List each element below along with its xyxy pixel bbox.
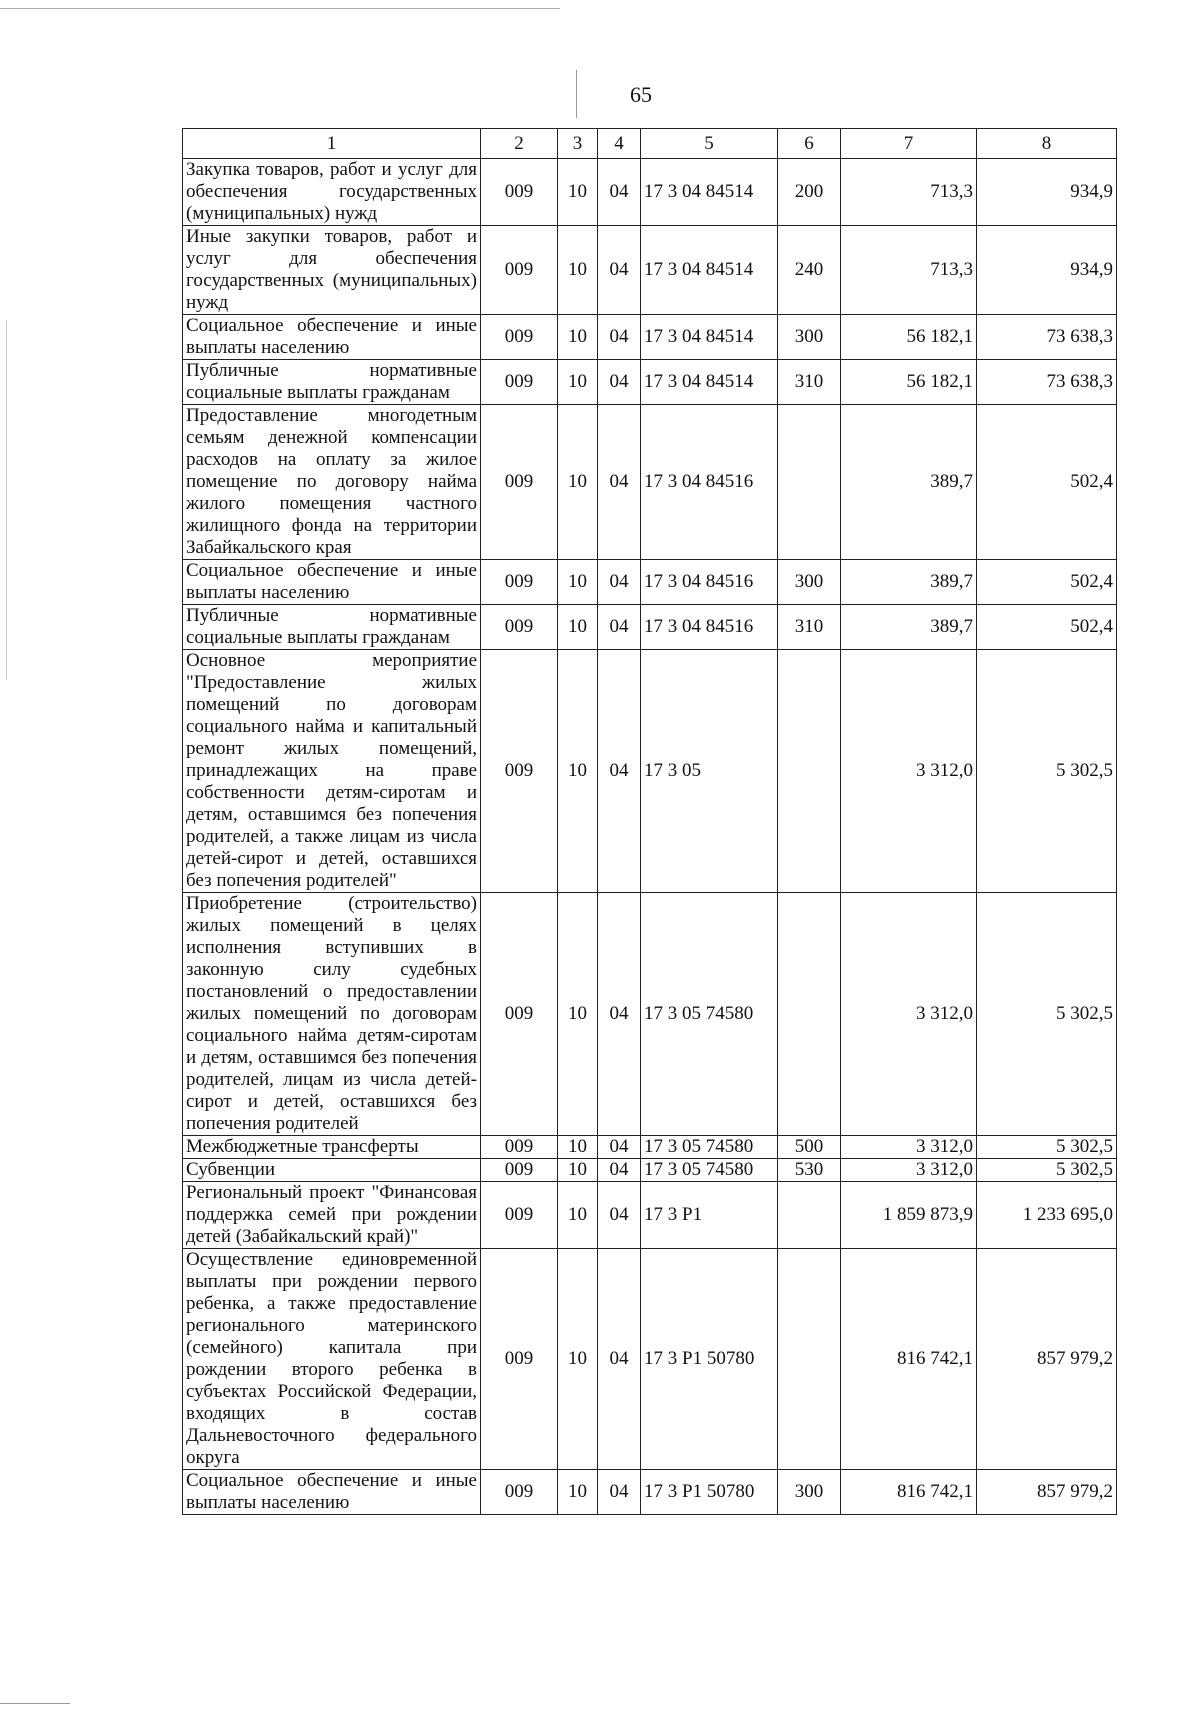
row-expense-type: 310 <box>778 360 841 405</box>
row-amount-col8: 73 638,3 <box>977 360 1117 405</box>
row-target-article: 17 3 04 84516 <box>641 605 778 650</box>
row-amount-col8: 502,4 <box>977 405 1117 560</box>
row-amount-col8: 5 302,5 <box>977 1159 1117 1182</box>
row-section: 10 <box>558 226 598 315</box>
row-name: Социальное обеспечение и иные выплаты населению <box>183 560 481 605</box>
row-expense-type <box>778 893 841 1136</box>
row-expense-type <box>778 1182 841 1249</box>
row-subsection: 04 <box>598 405 641 560</box>
row-subsection: 04 <box>598 1249 641 1470</box>
table-row <box>183 1159 1117 1182</box>
column-header-3: 3 <box>558 129 598 159</box>
row-amount-col7: 389,7 <box>841 560 977 605</box>
row-ministry-code: 009 <box>481 226 558 315</box>
table-row <box>183 315 1117 360</box>
row-target-article: 17 3 04 84516 <box>641 560 778 605</box>
row-name: Публичные нормативные социальные выплаты гражданам <box>183 605 481 650</box>
row-name: Межбюджетные трансферты <box>183 1136 481 1159</box>
row-amount-col8: 857 979,2 <box>977 1470 1117 1515</box>
row-name: Публичные нормативные социальные выплаты гражданам <box>183 360 481 405</box>
row-amount-col7: 389,7 <box>841 605 977 650</box>
row-subsection: 04 <box>598 893 641 1136</box>
row-ministry-code: 009 <box>481 1182 558 1249</box>
row-name: Приобретение (строительство) жилых помещений в целях исполнения вступивших в законную силу судебных постановлений о предоставлении жилых помещений по договорам социального найма детям-сиротам и детям, оставшимся без попечения родителей, лицам из числа детей-сирот и детей, оставшихся без попечения родителей <box>183 893 481 1136</box>
column-header-5: 5 <box>641 129 778 159</box>
column-header-8: 8 <box>977 129 1117 159</box>
row-amount-col7: 3 312,0 <box>841 1136 977 1159</box>
row-name: Иные закупки товаров, работ и услуг для обеспечения государственных (муниципальных) нужд <box>183 226 481 315</box>
row-subsection: 04 <box>598 360 641 405</box>
row-subsection: 04 <box>598 1470 641 1515</box>
table-row <box>183 605 1117 650</box>
row-expense-type: 200 <box>778 159 841 226</box>
row-amount-col8: 857 979,2 <box>977 1249 1117 1470</box>
row-ministry-code: 009 <box>481 1249 558 1470</box>
row-expense-type: 300 <box>778 560 841 605</box>
row-subsection: 04 <box>598 650 641 893</box>
row-section: 10 <box>558 405 598 560</box>
row-target-article: 17 3 P1 50780 <box>641 1470 778 1515</box>
row-name: Закупка товаров, работ и услуг для обеспечения государственных (муниципальных) нужд <box>183 159 481 226</box>
row-section: 10 <box>558 1470 598 1515</box>
row-expense-type <box>778 650 841 893</box>
row-expense-type <box>778 1249 841 1470</box>
row-amount-col7: 713,3 <box>841 226 977 315</box>
scan-artifact-top <box>0 8 560 9</box>
row-amount-col7: 389,7 <box>841 405 977 560</box>
row-amount-col7: 816 742,1 <box>841 1249 977 1470</box>
row-target-article: 17 3 04 84514 <box>641 159 778 226</box>
row-amount-col8: 5 302,5 <box>977 650 1117 893</box>
row-subsection: 04 <box>598 1182 641 1249</box>
table-row <box>183 159 1117 226</box>
table-row <box>183 650 1117 893</box>
column-header-4: 4 <box>598 129 641 159</box>
row-target-article: 17 3 05 74580 <box>641 1159 778 1182</box>
row-target-article: 17 3 05 74580 <box>641 1136 778 1159</box>
row-ministry-code: 009 <box>481 405 558 560</box>
row-ministry-code: 009 <box>481 893 558 1136</box>
column-header-2: 2 <box>481 129 558 159</box>
row-section: 10 <box>558 360 598 405</box>
row-target-article: 17 3 P1 50780 <box>641 1249 778 1470</box>
column-header-6: 6 <box>778 129 841 159</box>
row-expense-type: 300 <box>778 315 841 360</box>
row-amount-col7: 1 859 873,9 <box>841 1182 977 1249</box>
table-row <box>183 405 1117 560</box>
table-row <box>183 360 1117 405</box>
row-amount-col7: 3 312,0 <box>841 1159 977 1182</box>
table-row <box>183 1182 1117 1249</box>
table-row <box>183 1470 1117 1515</box>
row-ministry-code: 009 <box>481 560 558 605</box>
row-expense-type: 300 <box>778 1470 841 1515</box>
row-amount-col8: 73 638,3 <box>977 315 1117 360</box>
row-amount-col7: 713,3 <box>841 159 977 226</box>
row-subsection: 04 <box>598 1159 641 1182</box>
scan-artifact-bottom <box>0 1703 70 1704</box>
row-section: 10 <box>558 605 598 650</box>
row-amount-col8: 1 233 695,0 <box>977 1182 1117 1249</box>
table-row <box>183 560 1117 605</box>
row-amount-col8: 5 302,5 <box>977 1136 1117 1159</box>
row-amount-col7: 56 182,1 <box>841 360 977 405</box>
row-amount-col8: 934,9 <box>977 226 1117 315</box>
row-target-article: 17 3 05 <box>641 650 778 893</box>
row-section: 10 <box>558 315 598 360</box>
row-name: Основное мероприятие "Предоставление жилых помещений по договорам социального найма и капитальный ремонт жилых помещений, принадлежащих на праве собственности детям-сиротам и детям, оставшимся без попечения родителей, а также лицам из числа детей-сирот и детей, оставшихся без попечения родителей" <box>183 650 481 893</box>
row-expense-type: 530 <box>778 1159 841 1182</box>
row-section: 10 <box>558 560 598 605</box>
row-section: 10 <box>558 650 598 893</box>
row-name: Осуществление единовременной выплаты при рождении первого ребенка, а также предоставление регионального материнского (семейного) капитала при рождении второго ребенка в субъектах Российской Федерации, входящих в состав Дальневосточного федерального округа <box>183 1249 481 1470</box>
row-ministry-code: 009 <box>481 1136 558 1159</box>
row-target-article: 17 3 05 74580 <box>641 893 778 1136</box>
column-header-7: 7 <box>841 129 977 159</box>
scan-artifact-center-mark <box>576 70 577 118</box>
row-section: 10 <box>558 159 598 226</box>
row-expense-type <box>778 405 841 560</box>
row-ministry-code: 009 <box>481 315 558 360</box>
row-ministry-code: 009 <box>481 159 558 226</box>
row-section: 10 <box>558 1159 598 1182</box>
row-expense-type: 310 <box>778 605 841 650</box>
row-subsection: 04 <box>598 159 641 226</box>
row-ministry-code: 009 <box>481 1470 558 1515</box>
page-number: 65 <box>630 82 652 107</box>
row-amount-col7: 3 312,0 <box>841 893 977 1136</box>
row-subsection: 04 <box>598 605 641 650</box>
row-name: Социальное обеспечение и иные выплаты населению <box>183 1470 481 1515</box>
row-amount-col7: 3 312,0 <box>841 650 977 893</box>
row-target-article: 17 3 04 84514 <box>641 360 778 405</box>
row-name: Региональный проект "Финансовая поддержка семей при рождении детей (Забайкальский край)" <box>183 1182 481 1249</box>
row-amount-col8: 934,9 <box>977 159 1117 226</box>
row-amount-col7: 816 742,1 <box>841 1470 977 1515</box>
row-target-article: 17 3 P1 <box>641 1182 778 1249</box>
row-name: Субвенции <box>183 1159 481 1182</box>
row-amount-col8: 5 302,5 <box>977 893 1117 1136</box>
row-subsection: 04 <box>598 1136 641 1159</box>
row-target-article: 17 3 04 84514 <box>641 315 778 360</box>
row-section: 10 <box>558 1182 598 1249</box>
row-amount-col8: 502,4 <box>977 605 1117 650</box>
row-section: 10 <box>558 1136 598 1159</box>
row-expense-type: 500 <box>778 1136 841 1159</box>
table-row <box>183 1249 1117 1470</box>
table-row <box>183 226 1117 315</box>
budget-table <box>182 128 1117 1515</box>
row-subsection: 04 <box>598 226 641 315</box>
column-header-1: 1 <box>183 129 481 159</box>
row-name: Предоставление многодетным семьям денежной компенсации расходов на оплату за жилое помещение по договору найма жилого помещения частного жилищного фонда на территории Забайкальского края <box>183 405 481 560</box>
header-row <box>183 129 1117 159</box>
row-ministry-code: 009 <box>481 605 558 650</box>
row-ministry-code: 009 <box>481 1159 558 1182</box>
row-ministry-code: 009 <box>481 650 558 893</box>
scan-artifact-left-edge <box>6 320 7 680</box>
row-target-article: 17 3 04 84514 <box>641 226 778 315</box>
row-amount-col7: 56 182,1 <box>841 315 977 360</box>
table-row <box>183 1136 1117 1159</box>
row-expense-type: 240 <box>778 226 841 315</box>
table-row <box>183 893 1117 1136</box>
row-subsection: 04 <box>598 560 641 605</box>
row-target-article: 17 3 04 84516 <box>641 405 778 560</box>
row-section: 10 <box>558 893 598 1136</box>
row-name: Социальное обеспечение и иные выплаты населению <box>183 315 481 360</box>
row-amount-col8: 502,4 <box>977 560 1117 605</box>
row-ministry-code: 009 <box>481 360 558 405</box>
row-section: 10 <box>558 1249 598 1470</box>
row-subsection: 04 <box>598 315 641 360</box>
